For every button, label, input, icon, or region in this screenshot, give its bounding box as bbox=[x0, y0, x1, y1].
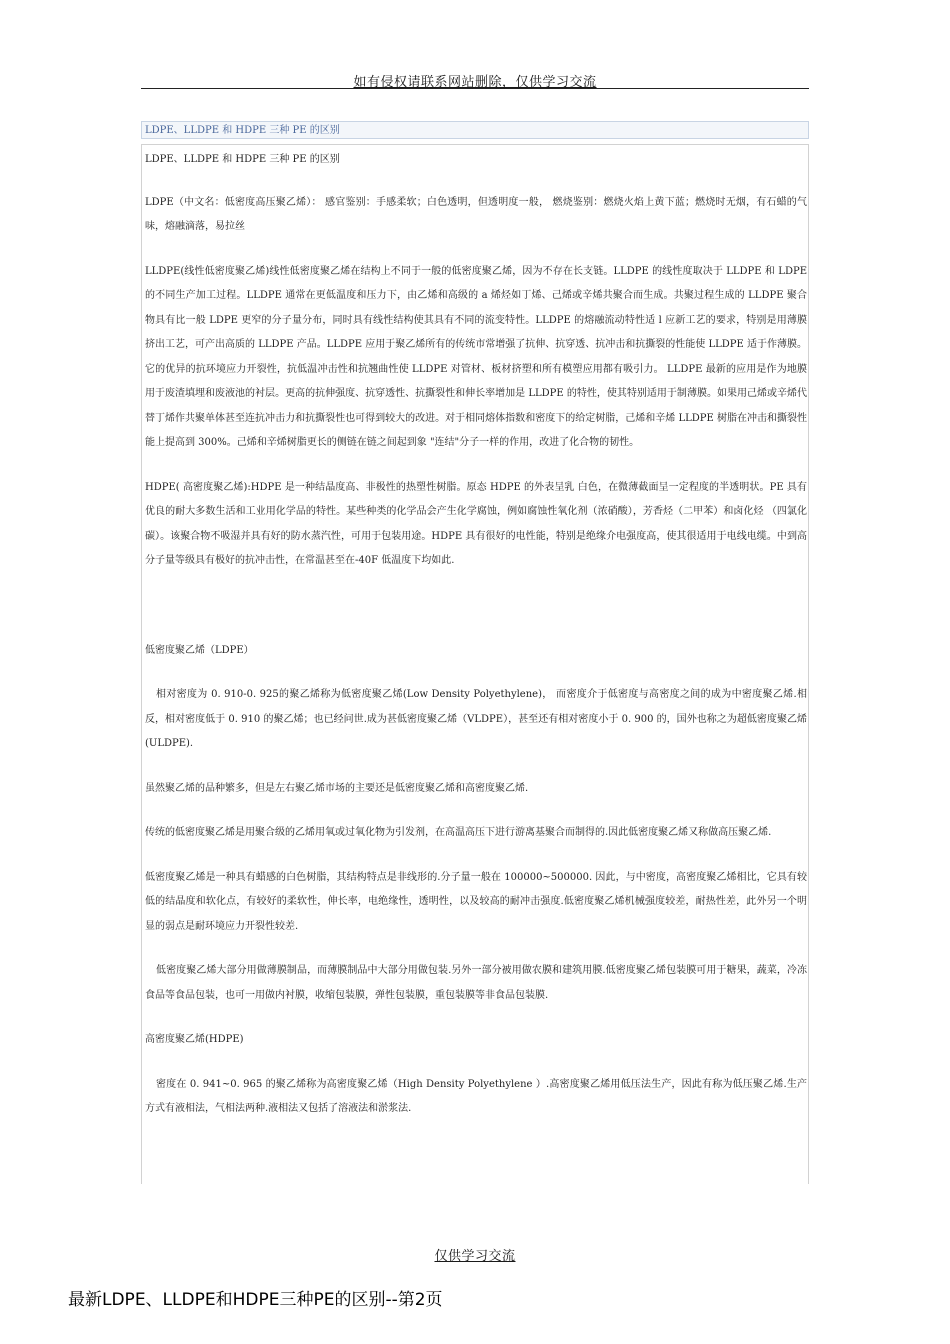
hdpe-paragraph: HDPE( 高密度聚乙烯):HDPE 是一种结晶度高、非极性的热塑性树脂。原态 HDPE 的外表呈乳 白色，在微薄截面呈一定程度的半透明状。PE 具有优良的耐大多数生活和工业用化学品的特性。某些种类的化学品会产生化学腐蚀，例如腐蚀性氧化剂（浓硝酸），芳香烃（二甲苯）和卤化烃 （四氯化碳）。该聚合物不吸湿并具有好的防水蒸汽性，可用于包装用途。HDPE 具有很好的电性能，特别是绝缘介电强度高，使其很适用于电线电缆。中到高分子量等级具有极好的抗冲击性，在常温甚至在-40F 低温度下均如此. bbox=[145, 481, 807, 566]
article-content bbox=[145, 148, 807, 1142]
ldpe-density-paragraph: 相对密度为 0. 910-0. 925的聚乙烯称为低密度聚乙烯(Low Density Polyethylene)， 而密度介于低密度与高密度之间的成为中密度聚乙烯.相反，相对密度低于 0. 910 的聚乙烯；也已经问世.成为甚低密度聚乙烯（VLDPE），甚至还有相对密度小于 0. 900 的，国外也称之为超低密度聚乙烯(ULDPE). bbox=[145, 689, 807, 749]
ldpe-intro-paragraph: LDPE（中文名：低密度高压聚乙烯）： 感官鉴别：手感柔软；白色透明，但透明度一般， 燃烧鉴别：燃烧火焰上黄下蓝；燃烧时无烟，有石蜡的气味，熔融滴落，易拉丝 bbox=[145, 196, 807, 232]
lldpe-paragraph: LLDPE(线性低密度聚乙烯)线性低密度聚乙烯在结构上不同于一般的低密度聚乙烯，因为不存在长支链。LLDPE 的线性度取决于 LLDPE 和 LDPE 的不同生产加工过程。LLDPE 通常在更低温度和压力下，由乙烯和高级的 a 烯烃如丁烯、己烯或辛烯共聚合而生成。共聚过程生成的 LLDPE 聚合物具有比一般 LDPE 更窄的分子量分布，同时具有线性结构使其具有不同的流变特性。LLDPE 的熔融流动特性适 l 应新工艺的要求，特别是用薄膜挤出工艺，可产出高质的 LLDPE 产品。LLDPE 应用于聚乙烯所有的传统市常增强了抗伸、抗穿透、抗冲击和抗撕裂的性能使 LLDPE 适于作薄膜。它的优异的抗环境应力开裂性，抗低温冲击性和抗翘曲性使 LLDPE 对管材、板材挤塑和所有模塑应用都有吸引力。 LLDPE 最新的应用是作为地膜用于废渣填埋和废液池的衬层。更高的抗伸强度、抗穿透性、抗撕裂性和伸长率增加是 LLDPE 的特性，使其特别适用于制薄膜。如果用己烯或辛烯代替丁烯作共聚单体甚至连抗冲击力和抗撕裂性也可得到较大的改进。对于相同熔体指数和密度下的给定树脂，己烯和辛烯 LLDPE 树脂在冲击和撕裂性能上提高到 300%。己烯和辛烯树脂更长的侧链在链之间起到象 "连结"分子一样的作用，改进了化合物的韧性。 bbox=[145, 265, 807, 448]
blank-spacer bbox=[145, 594, 807, 639]
ldpe-section-heading: 低密度聚乙烯（LDPE） bbox=[145, 644, 254, 656]
header-notice: 如有侵权请联系网站删除，仅供学习交流 bbox=[353, 75, 597, 90]
page-footer bbox=[141, 1245, 809, 1264]
production-paragraph: 传统的低密度聚乙烯是用聚合级的乙烯用氧或过氧化物为引发剂，在高温高压下进行游离基聚合而制得的.因此低密度聚乙烯又称做高压聚乙烯. bbox=[145, 827, 772, 838]
footer-notice: 仅供学习交流 bbox=[434, 1249, 516, 1264]
article-heading: LDPE、LLDPE 和 HDPE 三种 PE 的区别 bbox=[145, 154, 340, 165]
document-title: 最新LDPE、LLDPE和HDPE三种PE的区别--第2页 bbox=[68, 1290, 443, 1310]
hdpe-section-heading: 高密度聚乙烯(HDPE) bbox=[145, 1034, 244, 1045]
ldpe-applications-paragraph: 低密度聚乙烯大部分用做薄膜制品，而薄膜制品中大部分用做包装.另外一部分被用做农膜和建筑用膜.低密度聚乙烯包装膜可用于糖果，蔬菜，冷冻食品等食品包装，也可一用做内衬膜，收缩包装膜，弹性包装膜，重包装膜等非食品包装膜. bbox=[145, 965, 807, 1001]
article-title-bar: LDPE、LLDPE 和 HDPE 三种 PE 的区别 bbox=[141, 121, 809, 139]
hdpe-density-paragraph: 密度在 0. 941~0. 965 的聚乙烯称为高密度聚乙烯（High Density Polyethylene ）.高密度聚乙烯用低压法生产，因此有称为低压聚乙烯.生产方式有液相法，气相法两种.液相法又包括了溶液法和淤浆法. bbox=[145, 1078, 807, 1114]
header-divider bbox=[141, 88, 809, 89]
ldpe-properties-paragraph: 低密度聚乙烯是一种具有蜡感的白色树脂，其结构特点是非线形的.分子量一般在 100000~500000. 因此，与中密度，高密度聚乙烯相比，它具有较低的结晶度和软化点，有较好的柔软性，伸长率，电绝缘性，透明性，以及较高的耐冲击强度.低密度聚乙烯机械强度较差，耐热性差，此外另一个明显的弱点是耐环境应力开裂性较差. bbox=[145, 871, 807, 932]
market-paragraph: 虽然聚乙烯的品种繁多，但是左右聚乙烯市场的主要还是低密度聚乙烯和高密度聚乙烯. bbox=[145, 782, 529, 794]
